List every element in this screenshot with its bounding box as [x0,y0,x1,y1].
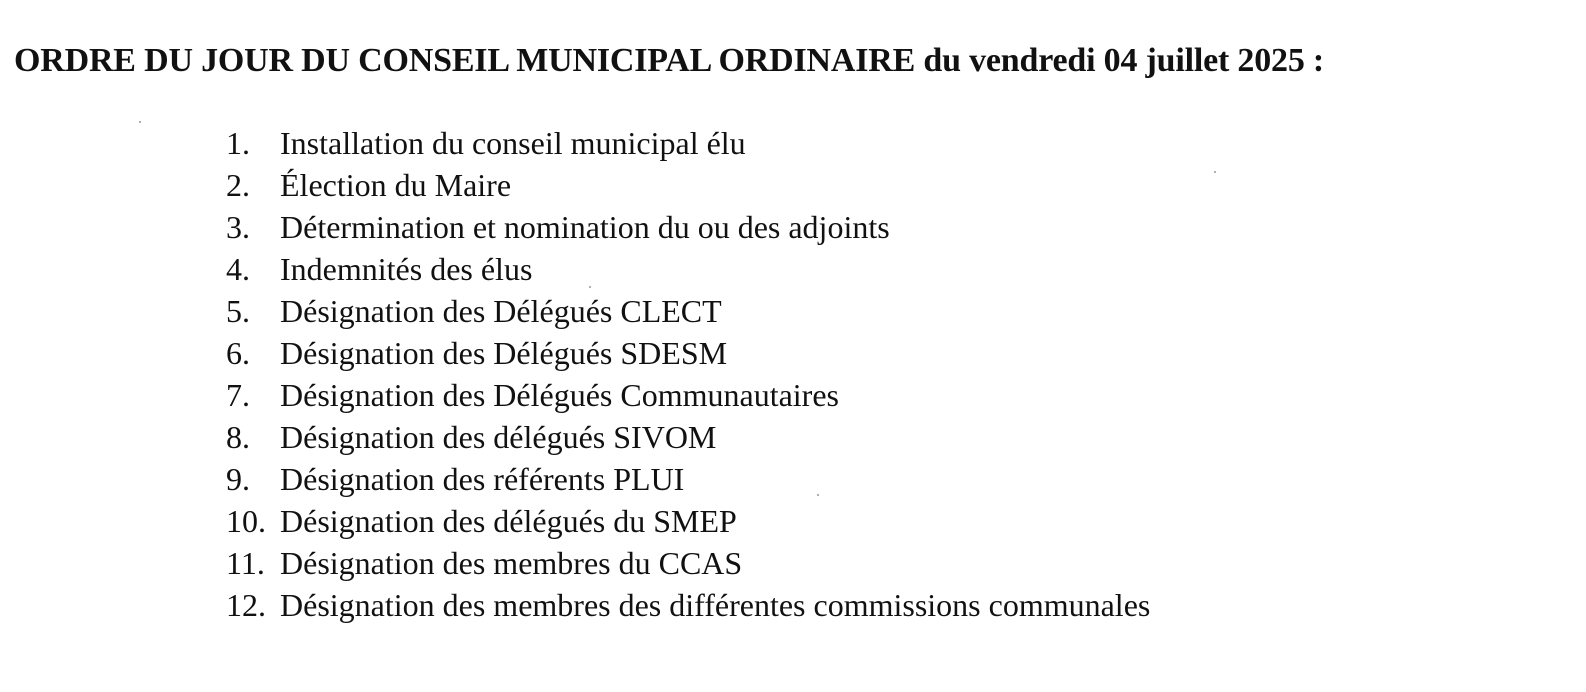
item-text: Désignation des référents PLUI [280,461,685,497]
item-text: Élection du Maire [280,167,512,203]
agenda-item [226,542,1150,584]
agenda-item [226,164,1150,206]
agenda-item [226,206,1150,248]
page-title: ORDRE DU JOUR DU CONSEIL MUNICIPAL ORDINAIRE du vendredi 04 juillet 2025 : [14,42,1325,79]
item-number: 9. [226,461,250,497]
item-number: 12. [226,587,266,623]
item-number: 7. [226,377,250,413]
item-number: 1. [226,125,250,161]
item-text: Désignation des Délégués CLECT [280,293,722,329]
agenda-item [226,500,1150,542]
scan-speck [139,121,141,123]
item-number: 8. [226,419,250,455]
scan-speck [817,494,819,496]
item-number: 10. [226,503,266,539]
agenda-item [226,248,1150,290]
scan-speck [589,286,591,288]
item-number: 5. [226,293,250,329]
item-text: Désignation des membres du CCAS [280,545,743,581]
item-text: Désignation des membres des différentes commissions communales [280,587,1151,623]
agenda-item [226,416,1150,458]
agenda-item [226,332,1150,374]
item-text: Installation du conseil municipal élu [280,125,746,161]
item-text: Désignation des délégués du SMEP [280,503,737,539]
item-text: Désignation des Délégués Communautaires [280,377,839,413]
agenda-item [226,458,1150,500]
item-text: Indemnités des élus [280,251,533,287]
agenda-item [226,122,1150,164]
item-number: 2. [226,167,250,203]
agenda-list [226,122,1150,626]
agenda-item [226,584,1150,626]
item-text: Détermination et nomination du ou des adjoints [280,209,890,245]
item-text: Désignation des délégués SIVOM [280,419,717,455]
agenda-item [226,374,1150,416]
item-number: 4. [226,251,250,287]
item-number: 11. [226,545,265,581]
agenda-item [226,290,1150,332]
item-text: Désignation des Délégués SDESM [280,335,728,371]
item-number: 3. [226,209,250,245]
scan-speck [1214,171,1216,173]
item-number: 6. [226,335,250,371]
